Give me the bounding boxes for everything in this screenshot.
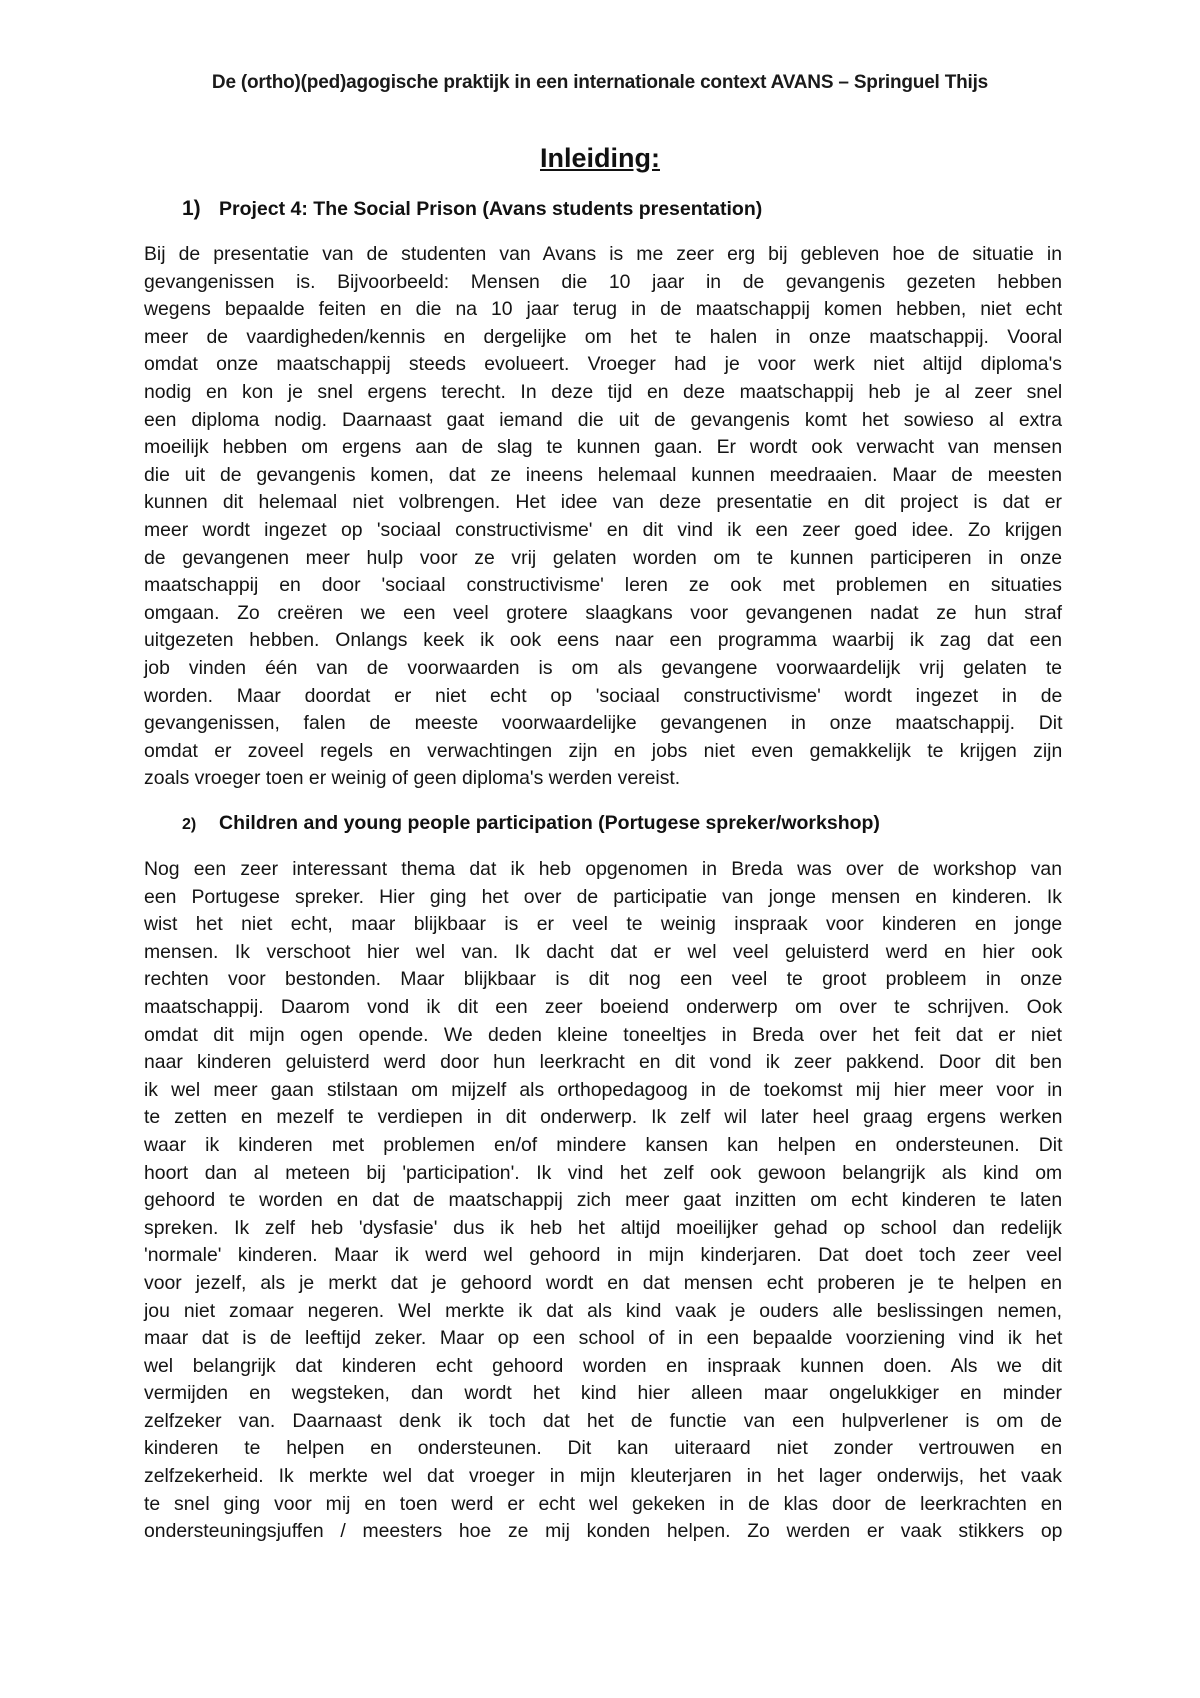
text-line: ik wel meer gaan stilstaan om mijzelf als orthopedagoog in de toekomst mij hier meer voor in [144, 1078, 1063, 1101]
document-title: Inleiding: [540, 143, 660, 173]
section-1-paragraph [144, 241, 1062, 793]
text-line: een diploma nodig. Daarnaast gaat iemand die uit de gevangenis komt het sowieso al extra [144, 408, 1062, 431]
text-line: te snel ging voor mij en toen werd er echt wel gekeken in de klas door de leerkrachten en [144, 1492, 1063, 1515]
text-line: kunnen dit helemaal niet volbrengen. Het idee van deze presentatie en dit project is dat er [144, 491, 1062, 514]
text-line: worden. Maar doordat er niet echt op 'sociaal constructivisme' wordt ingezet in de [144, 684, 1063, 707]
text-line: wel belangrijk dat kinderen echt gehoord worden en inspraak kunnen doen. Als we dit [144, 1354, 1063, 1377]
text-line: naar kinderen geluisterd werd door hun leerkracht en dit vond ik zeer pakkend. Door dit ben [144, 1051, 1062, 1074]
text-line: omgaan. Zo creëren we een veel grotere slaagkans voor gevangenen nadat ze hun straf [144, 601, 1062, 624]
text-line: voor jezelf, als je merkt dat je gehoord wordt en dat mensen echt proberen je te helpen en [144, 1271, 1062, 1294]
section-heading-1 [182, 197, 762, 221]
text-line: de gevangenen meer hulp voor ze vrij gelaten worden om te kunnen participeren in onze [144, 546, 1062, 569]
section-heading-2 [182, 812, 880, 835]
text-line: nodig en kon je snel ergens terecht. In deze tijd en deze maatschappij heb je al zeer snel [144, 380, 1063, 403]
section-number: 1) [182, 197, 201, 220]
text-line: rechten voor bestonden. Maar blijkbaar is dit nog een veel te groot probleem in onze [144, 968, 1063, 991]
text-line: te zetten en mezelf te verdiepen in dit onderwerp. Ik zelf wil later heel graag ergens werken [144, 1106, 1063, 1129]
text-line: maatschappij. Daarom vond ik dit een zeer boeiend onderwerp om over te schrijven. Ook [144, 995, 1063, 1018]
text-line: maar dat is de leeftijd zeker. Maar op een school of in een bepaalde voorziening vind ik het [144, 1327, 1063, 1350]
text-line: job vinden één van de voorwaarden is om als gevangene voorwaardelijk vrij gelaten te [144, 656, 1062, 679]
text-line: meer de vaardigheden/kennis en dergelijke om het te halen in onze maatschappij. Vooral [144, 325, 1063, 348]
document-header: De (ortho)(ped)agogische praktijk in een internationale context AVANS – Springuel Thijs [211, 72, 989, 93]
text-line: mensen. Ik verschoot hier wel van. Ik dacht dat er wel veel geluisterd werd en hier ook [144, 940, 1063, 963]
text-line: hoort dan al meteen bij 'participation'. Ik vind het zelf ook gewoon belangrijk als kind om [144, 1161, 1063, 1184]
text-line: Nog een zeer interessant thema dat ik heb opgenomen in Breda was over de workshop van [144, 858, 1062, 880]
text-line: meer wordt ingezet op 'sociaal constructivisme' en dit vind ik een zeer goed idee. Zo krijgen [144, 518, 1062, 541]
text-line: moeilijk hebben om ergens aan de slag te kunnen gaan. Er wordt ook verwacht van mensen [144, 436, 1063, 459]
text-line: uitgezeten hebben. Onlangs keek ik ook eens naar een programma waarbij ik zag dat een [144, 629, 1062, 652]
text-line: jou niet zomaar negeren. Wel merkte ik dat als kind vaak je ouders alle beslissingen nemen, [144, 1299, 1062, 1322]
text-line: gevangenissen is. Bijvoorbeeld: Mensen die 10 jaar in de gevangenis gezeten hebben [144, 270, 1062, 293]
section-number: 2) [182, 816, 197, 833]
text-line: zelfzekerheid. Ik merkte wel dat vroeger in mijn kleuterjaren in het lager onderwijs, het vaak [144, 1465, 1062, 1488]
text-line: waar ik kinderen met problemen en/of mindere kansen kan helpen en ondersteunen. Dit [144, 1133, 1063, 1156]
text-line: omdat er zoveel regels en verwachtingen zijn en jobs niet even gemakkelijk te krijgen zijn [144, 739, 1063, 762]
section-heading-text: Project 4: The Social Prison (Avans students presentation) [219, 198, 763, 220]
text-line: gevangenissen, falen de meeste voorwaardelijke gevangenen in onze maatschappij. Dit [144, 712, 1063, 735]
text-line: kinderen te helpen en ondersteunen. Dit kan uiteraard niet zonder vertrouwen en [144, 1437, 1063, 1460]
text-line: omdat onze maatschappij steeds evolueert. Vroeger had je voor werk niet altijd diploma's [144, 353, 1062, 376]
text-line: vermijden en wegsteken, dan wordt het kind hier alleen maar ongelukkiger en minder [144, 1382, 1062, 1405]
text-line: omdat dit mijn ogen opende. We deden kleine toneeltjes in Breda over het feit dat er niet [144, 1023, 1062, 1046]
text-line: ondersteuningsjuffen / meesters hoe ze mij konden helpen. Zo werden er vaak stikkers op [144, 1520, 1063, 1543]
section-heading-text: Children and young people participation (Portugese spreker/workshop) [219, 812, 880, 834]
text-line: zelfzeker van. Daarnaast denk ik toch dat het de functie van een hulpverlener is om de [144, 1409, 1062, 1432]
text-line: maatschappij en door 'sociaal constructivisme' leren ze ook met problemen en situaties [144, 574, 1062, 597]
text-line: gehoord te worden en dat de maatschappij zich meer gaat inzitten om echt kinderen te laten [144, 1189, 1063, 1212]
text-line: Bij de presentatie van de studenten van Avans is me zeer erg bij gebleven hoe de situatie in [144, 243, 1062, 265]
text-line: een Portugese spreker. Hier ging het over de participatie van jonge mensen en kinderen. Ik [144, 885, 1062, 908]
text-line: die uit de gevangenis komen, dat ze ineens helemaal kunnen meedraaien. Maar de meesten [144, 463, 1062, 486]
section-2-paragraph [144, 856, 1062, 1546]
text-line: spreken. Ik zelf heb 'dysfasie' dus ik heb het altijd moeilijker gehad op school dan redelijk [144, 1216, 1062, 1239]
text-line: zoals vroeger toen er weinig of geen diploma's werden vereist. [144, 767, 681, 790]
text-line: wegens bepaalde feiten en die na 10 jaar terug in de maatschappij komen hebben, niet echt [144, 298, 1063, 321]
text-line: 'normale' kinderen. Maar ik werd wel gehoord in mijn kinderjaren. Dat doet toch zeer veel [144, 1244, 1062, 1267]
text-line: wist het niet echt, maar blijkbaar is er veel te weinig inspraak voor kinderen en jonge [144, 913, 1063, 936]
